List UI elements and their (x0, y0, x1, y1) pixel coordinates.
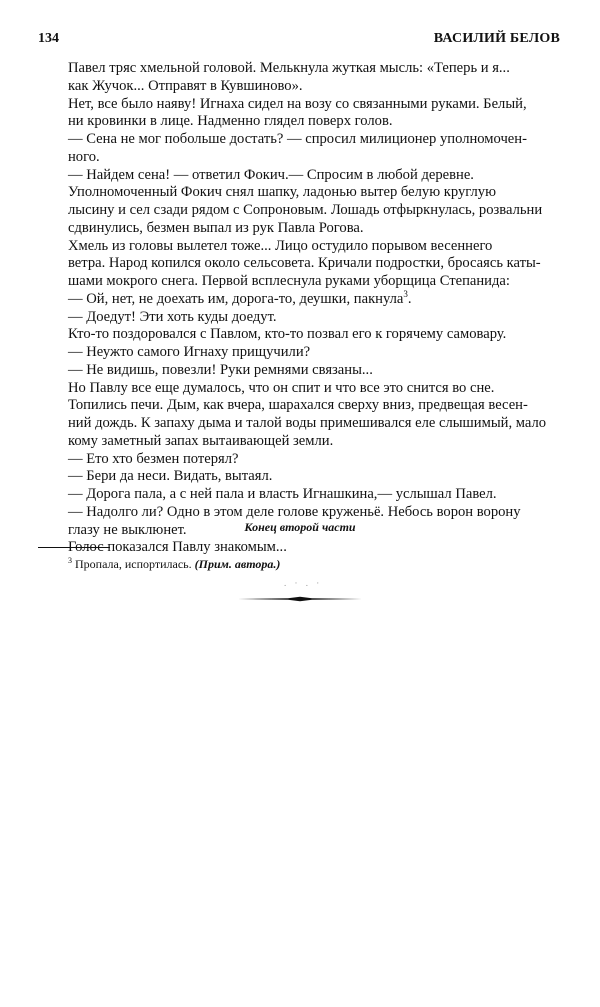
text-line-content: — Ой, нет, не доехать им, дорога-то, деушки, пакнула (68, 290, 404, 307)
footnote (68, 557, 280, 572)
end-ornament-rule (238, 593, 362, 605)
page-number: 134 (38, 31, 59, 46)
text-line: Кто-то поздоровался с Павлом, кто-то позвал его к горячему самовару. (68, 326, 507, 343)
text-line: как Жучок... Отправят в Кувшиново». (68, 77, 303, 94)
part-end-heading: Конец второй части (244, 520, 356, 534)
text-line: ний дождь. К запаху дыма и талой воды примешивался еле слышимый, мало (68, 415, 547, 431)
text-line: ветра. Народ копился около сельсовета. Кричали подростки, бросаясь каты- (68, 255, 541, 272)
text-line: Павел тряс хмельной головой. Мелькнула жуткая мысль: «Теперь и я... (68, 60, 510, 76)
print-speck-dots: . · . · (284, 578, 323, 588)
text-line: — Надолго ли? Одно в этом деле голове круженьё. Небось ворон ворону (68, 503, 521, 520)
footnote-attribution: (Прим. автора.) (194, 557, 281, 571)
text-line-with-note: — Ой, нет, не доехать им, дорога-то, деушки, пакнула$^3$. (68, 288, 412, 307)
text-line: — Дорога пала, а с ней пала и власть Игнашкина,— услышал Павел. (68, 486, 497, 502)
text-line: кому заметный запах вытаивающей земли. (68, 432, 334, 449)
text-line: Голос показался Павлу знакомым... (68, 539, 287, 556)
text-line: шами мокрого снега. Первой всплеснула руками уборщица Степанида: (68, 273, 510, 289)
footnote-reference[interactable]: 3 (403, 288, 408, 299)
footnote-divider (38, 547, 110, 548)
running-head-author: ВАСИЛИЙ БЕЛОВ (433, 31, 560, 46)
text-line: — Сена не мог побольше достать? — спросил милиционер уполномочен- (68, 131, 527, 147)
text-line: ного. (68, 148, 100, 165)
text-line: — Доедут! Эти хоть куды доедут. (68, 308, 277, 325)
text-line: Но Павлу все еще думалось, что он спит и что все это снится во сне. (68, 379, 495, 396)
text-line: Топились печи. Дым, как вчера, шарахался сверху вниз, предвещая весен- (68, 397, 528, 414)
text-line: сдвинулись, безмен выпал из рук Павла Рогова. (68, 219, 364, 236)
text-line: — Ето хто безмен потерял? (68, 450, 239, 467)
body-text (68, 60, 564, 557)
text-line: Нет, все было наяву! Игнаха сидел на возу со связанными руками. Белый, (68, 95, 527, 112)
page-header (38, 31, 560, 49)
text-line: лысину и сел сзади рядом с Сопроновым. Лошадь отфыркнулась, розвальни (68, 202, 543, 218)
footnote-text: Пропала, испортилась. (75, 557, 192, 571)
text-line: Хмель из головы вылетел тоже... Лицо остудило порывом весеннего (68, 237, 493, 254)
text-line: глазу не выклюнет. (68, 521, 187, 538)
text-line: Уполномоченный Фокич снял шапку, ладонью вытер белую круглую (68, 184, 496, 201)
text-line: — Бери да неси. Видать, вытаял. (68, 468, 273, 485)
footnote-mark: 3 (68, 556, 72, 565)
text-line: ни кровинки в лице. Надменно глядел поверх голов. (68, 113, 393, 130)
text-line: — Неужто самого Игнаху прищучили? (68, 344, 311, 360)
ornament-dash (238, 597, 362, 601)
text-line: — Найдем сена! — ответил Фокич.— Спросим в любой деревне. (68, 166, 474, 183)
text-line: — Не видишь, повезли! Руки ремнями связаны... (68, 361, 373, 378)
